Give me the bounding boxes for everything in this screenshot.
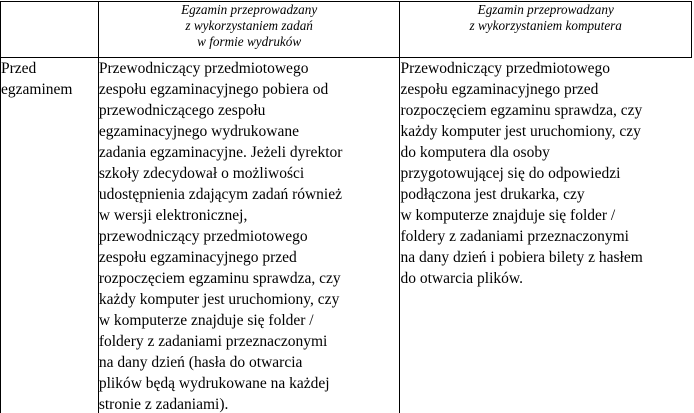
empty-corner-cell (1, 2, 99, 58)
text-line: na dany dzień (hasła do otwarcia (98, 354, 303, 371)
header-line: w formie wydruków (197, 34, 302, 49)
row-label-cell (1, 58, 99, 413)
text-line: foldery z zadaniami przeznaczonymi (98, 333, 328, 350)
text-line: zespołu egzaminacyjnego przed (98, 249, 297, 266)
text-line: foldery z zadaniami przeznaczonymi (400, 228, 629, 245)
text-line: w wersji elektronicznej, (98, 207, 248, 224)
text-line: w komputerze znajduje się folder / (98, 312, 314, 329)
header-line: z wykorzystaniem komputera (469, 18, 622, 33)
text-line: szkoły zdecydował o możliwości (98, 165, 305, 182)
text-line: na dany dzień i pobiera bilety z hasłem (400, 249, 643, 266)
text-line: zespołu egzaminacyjnego pobiera od (98, 81, 329, 98)
text-line: każdy komputer jest uruchomiony, czy (400, 123, 641, 140)
text-line: rozpoczęciem egzaminu sprawdza, czy (98, 270, 341, 287)
text-line: Przewodniczący przedmiotowego (400, 60, 611, 77)
text-line: Przewodniczący przedmiotowego (98, 60, 309, 77)
text-line: podłączona jest drukarka, czy (400, 186, 585, 203)
header-line: z wykorzystaniem zadań (185, 18, 313, 33)
header-row (1, 2, 692, 58)
text-line: zespołu egzaminacyjnego przed (400, 81, 599, 98)
text-line: do komputera dla osoby (400, 144, 550, 161)
paper-exam-cell (98, 58, 400, 413)
header-line: Egzamin przeprowadzany (477, 2, 614, 17)
header-line: Egzamin przeprowadzany (181, 2, 318, 17)
text-line: egzaminacyjnego wydrukowane (98, 123, 299, 140)
text-line: przewodniczącego zespołu (98, 102, 266, 119)
procedure-table (0, 1, 692, 413)
row-label-line: egzaminem (1, 81, 73, 98)
column-header-computer (400, 2, 692, 58)
table-row (1, 58, 692, 413)
text-line: rozpoczęciem egzaminu sprawdza, czy (400, 102, 643, 119)
text-line: zadania egzaminacyjne. Jeżeli dyrektor (98, 144, 343, 161)
text-line: plików będą wydrukowane na każdej (98, 375, 330, 392)
text-line: w komputerze znajduje się folder / (400, 207, 616, 224)
text-line: stronie z zadaniami). (98, 396, 229, 413)
text-line: każdy komputer jest uruchomiony, czy (98, 291, 340, 308)
column-header-paper (98, 2, 400, 58)
text-line: do otwarcia plików. (400, 270, 523, 287)
text-line: przewodniczący przedmiotowego (98, 228, 308, 245)
text-line: udostępnienia zdającym zadań również (98, 186, 342, 203)
computer-exam-cell (400, 58, 692, 413)
text-line: przygotowującej się do odpowiedzi (400, 165, 621, 182)
row-label-line: Przed (1, 60, 37, 77)
